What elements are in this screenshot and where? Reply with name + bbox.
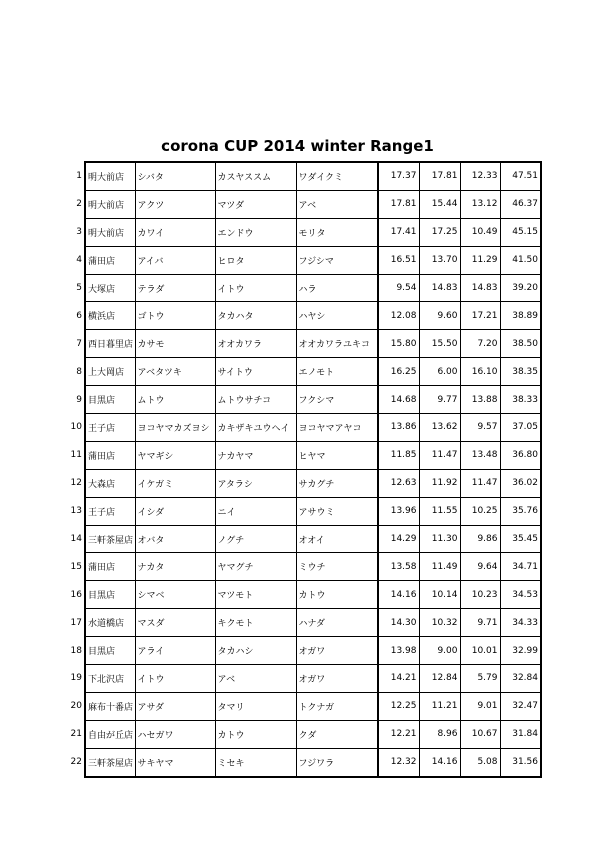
member1-cell: アサダ [135,692,215,720]
member3-cell: ハラ [296,274,378,302]
member3-cell: ハヤシ [296,302,378,330]
member1-cell: イケガミ [135,469,215,497]
member2-cell: キクモト [215,609,296,637]
score1-cell: 17.41 [378,218,419,246]
shop-name: 大森店 [88,479,116,490]
shop-cell [70,441,135,469]
rank-number: 16 [70,589,82,600]
total-cell: 38.89 [500,302,541,330]
total-cell: 38.50 [500,330,541,358]
rank-number: 18 [70,645,82,656]
member3-cell: アベ [296,190,378,218]
total-cell: 37.05 [500,414,541,442]
total-cell: 32.84 [500,665,541,693]
table-row [85,525,541,553]
member2-cell: サイトウ [215,358,296,386]
member2-cell: ミセキ [215,748,296,776]
table-row [85,190,541,218]
shop-name: 自由が丘店 [88,730,134,741]
table-row [85,553,541,581]
rank-number: 5 [76,283,82,293]
member3-cell: ハナダ [296,609,378,637]
table-row [85,246,541,274]
member3-cell: アサウミ [296,497,378,525]
score1-cell: 11.85 [378,441,419,469]
score2-cell: 10.14 [419,581,460,609]
score2-cell: 14.16 [419,748,460,776]
score2-cell: 17.81 [419,162,460,190]
member2-cell: ヤマグチ [215,553,296,581]
page-title: corona CUP 2014 winter Range1 [161,137,434,155]
table-row [85,162,541,190]
score3-cell: 9.86 [460,525,500,553]
score3-cell: 14.83 [460,274,500,302]
member3-cell: オガワ [296,637,378,665]
score3-cell: 13.88 [460,386,500,414]
total-cell: 32.47 [500,692,541,720]
score3-cell: 9.64 [460,553,500,581]
member3-cell: フジワラ [296,748,378,776]
shop-name: 蒲田店 [88,563,116,574]
rank-number: 20 [70,701,82,712]
shop-name: 蒲田店 [88,256,116,267]
rank-number: 19 [70,673,82,684]
score3-cell: 5.08 [460,748,500,776]
shop-cell [70,665,135,693]
total-cell: 46.37 [500,190,541,218]
member2-cell: ヒロタ [215,246,296,274]
score3-cell: 10.67 [460,720,500,748]
score3-cell: 13.48 [460,441,500,469]
score1-cell: 14.16 [378,581,419,609]
rank-number: 21 [70,729,82,740]
shop-name: 三軒茶屋店 [88,535,134,546]
score2-cell: 9.77 [419,386,460,414]
shop-cell [70,414,135,442]
score2-cell: 13.70 [419,246,460,274]
rank-number: 17 [70,617,82,628]
score3-cell: 9.57 [460,414,500,442]
score1-cell: 12.21 [378,720,419,748]
score2-cell: 9.00 [419,637,460,665]
score1-cell: 16.25 [378,358,419,386]
score1-cell: 13.58 [378,553,419,581]
table-row [85,274,541,302]
member2-cell: イトウ [215,274,296,302]
member2-cell: ニイ [215,497,296,525]
table-row [85,358,541,386]
shop-cell [70,581,135,609]
shop-cell [70,637,135,665]
total-cell: 36.80 [500,441,541,469]
table-row [85,665,541,693]
rank-number: 10 [70,422,82,433]
shop-cell [70,748,135,776]
member3-cell: クダ [296,720,378,748]
member3-cell: エノモト [296,358,378,386]
score3-cell: 16.10 [460,358,500,386]
score1-cell: 14.29 [378,525,419,553]
score2-cell: 11.30 [419,525,460,553]
member2-cell: カスヤススム [215,162,296,190]
table-row [85,497,541,525]
rank-number: 13 [70,506,82,517]
total-cell: 31.56 [500,748,541,776]
score3-cell: 11.47 [460,469,500,497]
table-row [85,330,541,358]
score1-cell: 17.37 [378,162,419,190]
score3-cell: 9.71 [460,609,500,637]
score3-cell: 10.49 [460,218,500,246]
rank-number: 3 [76,227,82,238]
member3-cell: フクシマ [296,386,378,414]
member1-cell: ヨコヤマカズヨシ [135,414,215,442]
member2-cell: タカハタ [215,302,296,330]
shop-name: 西日暮里店 [88,340,134,351]
shop-name: 明大前店 [88,228,125,239]
rank-number: 2 [76,199,82,210]
shop-cell [76,190,135,218]
shop-cell [76,162,135,190]
results-rows [70,162,541,777]
score2-cell: 11.49 [419,553,460,581]
score2-cell: 11.55 [419,497,460,525]
shop-name: 大塚店 [88,284,116,295]
table-row [85,609,541,637]
score2-cell: 15.44 [419,190,460,218]
member3-cell: フジシマ [296,246,378,274]
member2-cell: カトウ [215,720,296,748]
member3-cell: ミウチ [296,553,378,581]
score3-cell: 10.23 [460,581,500,609]
score2-cell: 6.00 [419,358,460,386]
member3-cell: カトウ [296,581,378,609]
total-cell: 34.53 [500,581,541,609]
table-row [85,720,541,748]
member2-cell: オオカワラ [215,330,296,358]
rank-number: 22 [70,757,82,768]
shop-cell [70,609,135,637]
score2-cell: 9.60 [419,302,460,330]
table-row [85,692,541,720]
member1-cell: イトウ [135,665,215,693]
shop-name: 王子店 [88,423,116,434]
score1-cell: 13.98 [378,637,419,665]
shop-name: 目黒店 [88,647,116,658]
score1-cell: 16.51 [378,246,419,274]
total-cell: 31.84 [500,720,541,748]
score3-cell: 12.33 [460,162,500,190]
member1-cell: ゴトウ [135,302,215,330]
score3-cell: 7.20 [460,330,500,358]
member2-cell: ムトウサチコ [215,386,296,414]
table-row [85,386,541,414]
member1-cell: ハセガワ [135,720,215,748]
shop-name: 麻布十番店 [88,702,134,713]
rank-number: 9 [76,394,82,405]
shop-cell [70,553,135,581]
total-cell: 35.45 [500,525,541,553]
score3-cell: 11.29 [460,246,500,274]
total-cell: 38.33 [500,386,541,414]
shop-name: 王子店 [88,507,116,518]
score3-cell: 13.12 [460,190,500,218]
member3-cell: サカグチ [296,469,378,497]
total-cell: 39.20 [500,274,541,302]
score1-cell: 12.08 [378,302,419,330]
member1-cell: イシダ [135,497,215,525]
member1-cell: ヤマギシ [135,441,215,469]
table-row [85,441,541,469]
score2-cell: 13.62 [419,414,460,442]
shop-cell [70,525,135,553]
member1-cell: テラダ [135,274,215,302]
score2-cell: 11.92 [419,469,460,497]
member3-cell: オオイ [296,525,378,553]
score2-cell: 12.84 [419,665,460,693]
member3-cell: ワダイクミ [296,162,378,190]
rank-number: 14 [70,534,82,545]
member2-cell: ノグチ [215,525,296,553]
member1-cell: カワイ [135,218,215,246]
shop-name: 明大前店 [88,172,125,183]
rank-number: 15 [70,561,82,572]
shop-name: 蒲田店 [88,451,116,462]
member2-cell: カキザキユウヘイ [215,414,296,442]
member2-cell: ナカヤマ [215,441,296,469]
score3-cell: 17.21 [460,302,500,330]
member2-cell: マツダ [215,190,296,218]
member3-cell: ヒヤマ [296,441,378,469]
shop-cell [70,469,135,497]
member1-cell: カサモ [135,330,215,358]
score2-cell: 14.83 [419,274,460,302]
score1-cell: 13.86 [378,414,419,442]
member2-cell: タマリ [215,692,296,720]
shop-cell [76,274,135,302]
total-cell: 32.99 [500,637,541,665]
member1-cell: シバタ [135,162,215,190]
shop-name: 明大前店 [88,200,125,211]
shop-name: 横浜店 [88,312,116,323]
member1-cell: アクツ [135,190,215,218]
member3-cell: オオカワラユキコ [296,330,378,358]
score3-cell: 5.79 [460,665,500,693]
shop-name: 水道橋店 [88,619,125,630]
score1-cell: 17.81 [378,190,419,218]
member3-cell: トクナガ [296,692,378,720]
score2-cell: 11.21 [419,692,460,720]
member1-cell: サキヤマ [135,748,215,776]
rank-number: 1 [76,171,82,182]
shop-cell [76,358,135,386]
shop-cell [76,330,135,358]
member3-cell: オガワ [296,665,378,693]
score2-cell: 15.50 [419,330,460,358]
member2-cell: エンドウ [215,218,296,246]
member1-cell: ムトウ [135,386,215,414]
table-row [85,469,541,497]
total-cell: 35.76 [500,497,541,525]
rank-number: 4 [76,255,82,266]
shop-cell [76,302,135,330]
shop-name: 上大岡店 [88,368,125,379]
score2-cell: 8.96 [419,720,460,748]
score1-cell: 12.63 [378,469,419,497]
rank-number: 12 [70,478,82,489]
member2-cell: アベ [215,665,296,693]
member3-cell: ヨコヤマアヤコ [296,414,378,442]
score2-cell: 10.32 [419,609,460,637]
shop-name: 三軒茶屋店 [88,758,134,769]
member3-cell: モリタ [296,218,378,246]
shop-cell [76,218,135,246]
table-row [85,218,541,246]
table-row [85,581,541,609]
total-cell: 47.51 [500,162,541,190]
score1-cell: 14.21 [378,665,419,693]
shop-cell [70,720,135,748]
member1-cell: オバタ [135,525,215,553]
member2-cell: アタラシ [215,469,296,497]
score1-cell: 9.54 [378,274,419,302]
score3-cell: 10.25 [460,497,500,525]
member1-cell: マスダ [135,609,215,637]
shop-cell [70,497,135,525]
score1-cell: 12.32 [378,748,419,776]
results-table [70,161,542,778]
total-cell: 41.50 [500,246,541,274]
shop-cell [76,386,135,414]
total-cell: 38.35 [500,358,541,386]
shop-cell [70,692,135,720]
total-cell: 34.33 [500,609,541,637]
score2-cell: 11.47 [419,441,460,469]
member1-cell: アライ [135,637,215,665]
score1-cell: 12.25 [378,692,419,720]
score1-cell: 13.96 [378,497,419,525]
member2-cell: マツモト [215,581,296,609]
total-cell: 45.15 [500,218,541,246]
table-row [85,637,541,665]
rank-number: 6 [76,310,82,321]
member1-cell: アイバ [135,246,215,274]
rank-number: 8 [76,366,82,377]
score1-cell: 14.30 [378,609,419,637]
rank-number: 7 [76,338,82,349]
shop-name: 下北沢店 [88,674,125,685]
member1-cell: ナカタ [135,553,215,581]
member1-cell: シマベ [135,581,215,609]
table-row [85,302,541,330]
total-cell: 34.71 [500,553,541,581]
table-row [85,414,541,442]
member1-cell: アベタツキ [135,358,215,386]
rank-number: 11 [70,450,82,461]
score3-cell: 10.01 [460,637,500,665]
score1-cell: 15.80 [378,330,419,358]
shop-name: 目黒店 [88,591,116,602]
table-row [85,748,541,776]
score2-cell: 17.25 [419,218,460,246]
member2-cell: タカハシ [215,637,296,665]
score3-cell: 9.01 [460,692,500,720]
score1-cell: 14.68 [378,386,419,414]
total-cell: 36.02 [500,469,541,497]
shop-cell [76,246,135,274]
shop-name: 目黒店 [88,396,116,407]
